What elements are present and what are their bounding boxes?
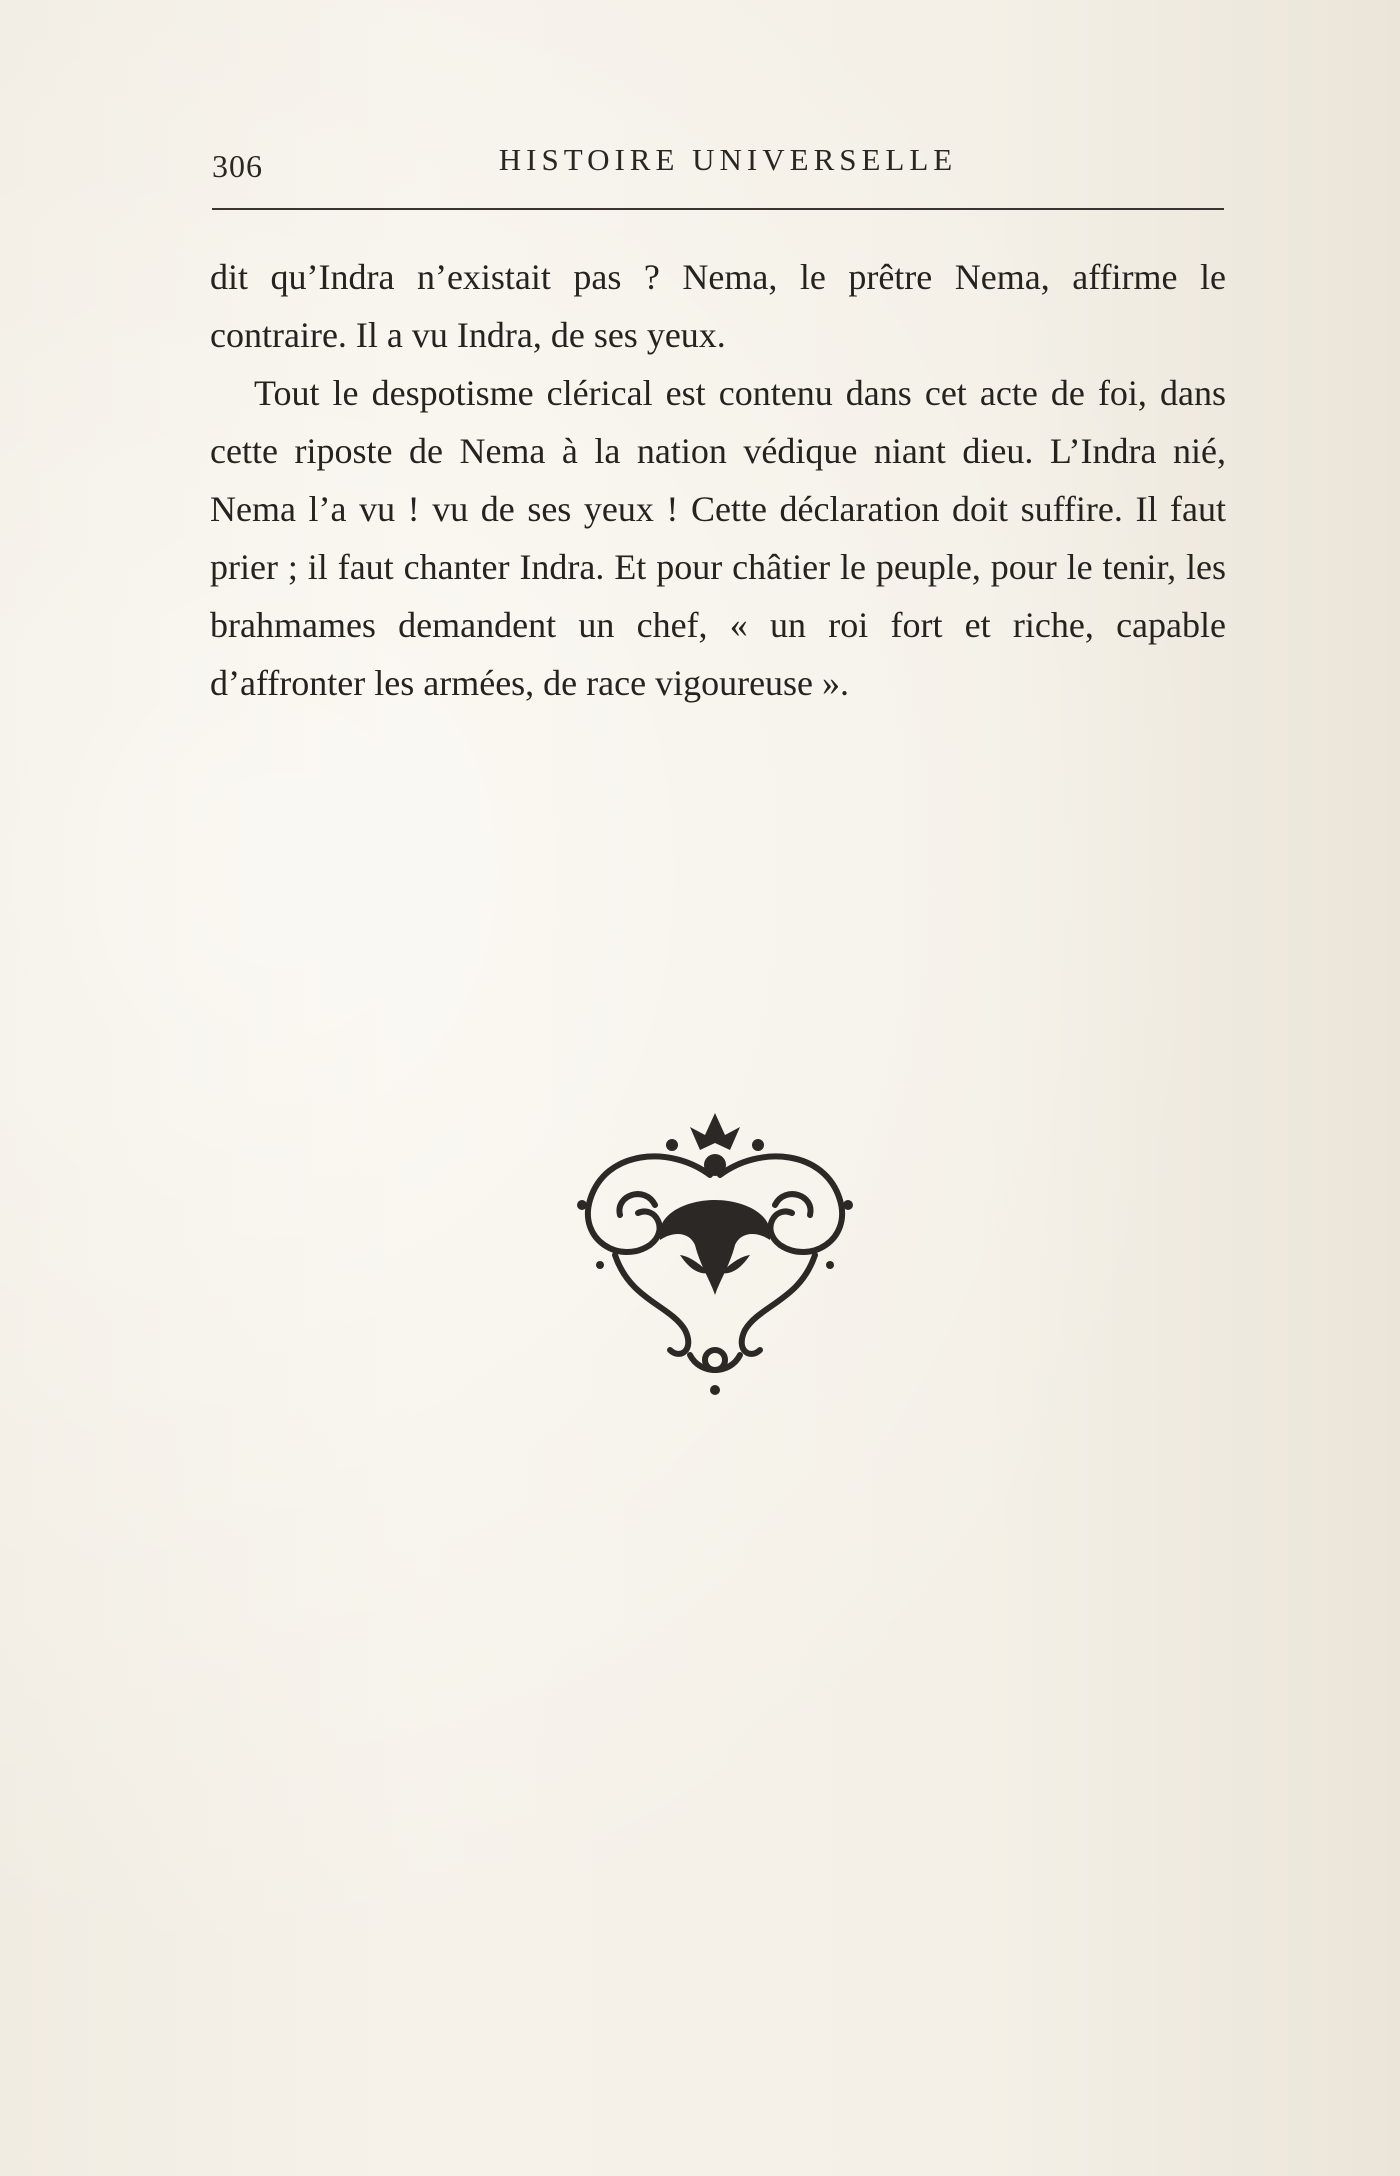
paragraph-2: Tout le despotisme clérical est contenu dans cet acte de foi, dans cette riposte de Nema à la nation védique niant dieu. L’Indra nié, Nema l’a vu ! vu de ses yeux ! Cette déclaration doit suffire. Il faut prier ; il faut chanter Indra. Et pour châtier le peuple, pour le tenir, les brahmames demandent un chef, « un roi fort et riche, capable d’affronter les armées, de race vigoureuse ». <box>210 373 1226 703</box>
body-text <box>210 248 1226 712</box>
fleuron-ornament-icon <box>560 1105 870 1395</box>
page-header <box>212 142 1224 212</box>
header-rule <box>212 208 1224 210</box>
page-number: 306 <box>212 148 263 184</box>
paragraph-1: dit qu’Indra n’existait pas ? Nema, le prêtre Nema, affirme le contraire. Il a vu Indra, de ses yeux. <box>210 257 1226 355</box>
running-title: HISTOIRE UNIVERSELLE <box>498 142 958 177</box>
